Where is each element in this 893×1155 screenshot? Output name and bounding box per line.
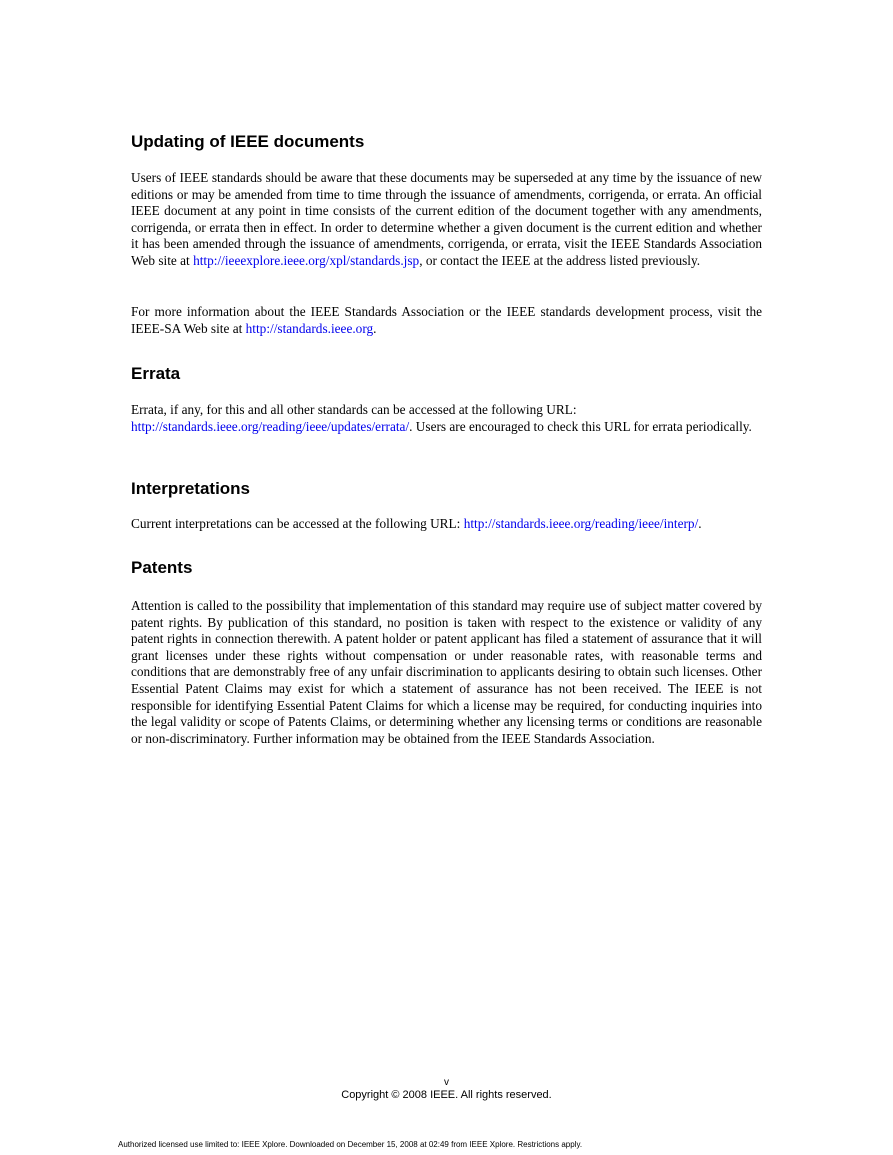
paragraph-errata xyxy=(131,402,762,435)
paragraph-updating-1 xyxy=(131,170,762,270)
updating-p1-after: , or contact the IEEE at the address listed previously. xyxy=(419,252,701,268)
copyright-notice: Copyright © 2008 IEEE. All rights reserved. xyxy=(341,1089,552,1101)
paragraph-patents: Attention is called to the possibility that implementation of this standard may require use of subject matter covered by patent rights. By publication of this standard, no position is taken with respect to the existence or validity of any patent rights in connection therewith. A patent holder or patent applicant has filed a statement of assurance that it will grant licenses under these rights without compensation or under reasonable rates, with reasonable terms and conditions that are demonstrably free of any unfair discrimination to applicants desiring to obtain such licenses. Other Essential Patent Claims may exist for which a statement of assurance has not been received. The IEEE is not responsible for identifying Essential Patent Claims for which a license may be required, for conducting inquiries into the legal validity or scope of Patents Claims, or determining whether any licensing terms or conditions are reasonable or non-discriminatory. Further information may be obtained from the IEEE Standards Association. xyxy=(131,598,762,746)
updating-p2-text: For more information about the IEEE Standards Association or the IEEE standards development process, visit the IEEE-SA Web site at xyxy=(131,304,762,336)
heading-patents: Patents xyxy=(131,558,193,577)
updating-p1-text: Users of IEEE standards should be aware that these documents may be superseded at any time by the issuance of new editions or may be amended from time to time through the issuance of amendments, corrigenda, or errata. An official IEEE document at any point in time consists of the current edition of the document together with any amendments, corrigenda, or errata then in effect. In order to determine whether a given document is the current edition and whether it has been amended through the issuance of amendments, corrigenda, or errata, visit the IEEE Standards Association Web site at xyxy=(131,170,762,268)
errata-after: . Users are encouraged to check this URL for errata periodically. xyxy=(409,418,752,434)
standards-ieee-link[interactable]: http://standards.ieee.org xyxy=(245,320,374,336)
standards-jsp-link[interactable]: http://ieeexplore.ieee.org/xpl/standards.jsp xyxy=(193,252,420,268)
heading-errata: Errata xyxy=(131,364,181,383)
heading-interpretations: Interpretations xyxy=(131,479,251,498)
heading-updating: Updating of IEEE documents xyxy=(131,132,365,151)
updating-p2-after: . xyxy=(373,320,377,336)
errata-link[interactable]: http://standards.ieee.org/reading/ieee/updates/errata/ xyxy=(131,418,410,434)
interpretations-after: . xyxy=(698,516,702,531)
page-number: v xyxy=(444,1077,449,1088)
paragraph-interpretations xyxy=(131,516,762,533)
paragraph-updating-2 xyxy=(131,304,762,337)
license-notice: Authorized licensed use limited to: IEEE Xplore. Downloaded on December 15, 2008 at 02:49 from IEEE Xplore. Restrictions apply. xyxy=(118,1140,583,1149)
interpretations-link[interactable]: http://standards.ieee.org/reading/ieee/interp/ xyxy=(463,516,699,531)
interpretations-text: Current interpretations can be accessed at the following URL: xyxy=(131,516,464,531)
errata-text: Errata, if any, for this and all other standards can be accessed at the following URL: xyxy=(131,402,577,417)
